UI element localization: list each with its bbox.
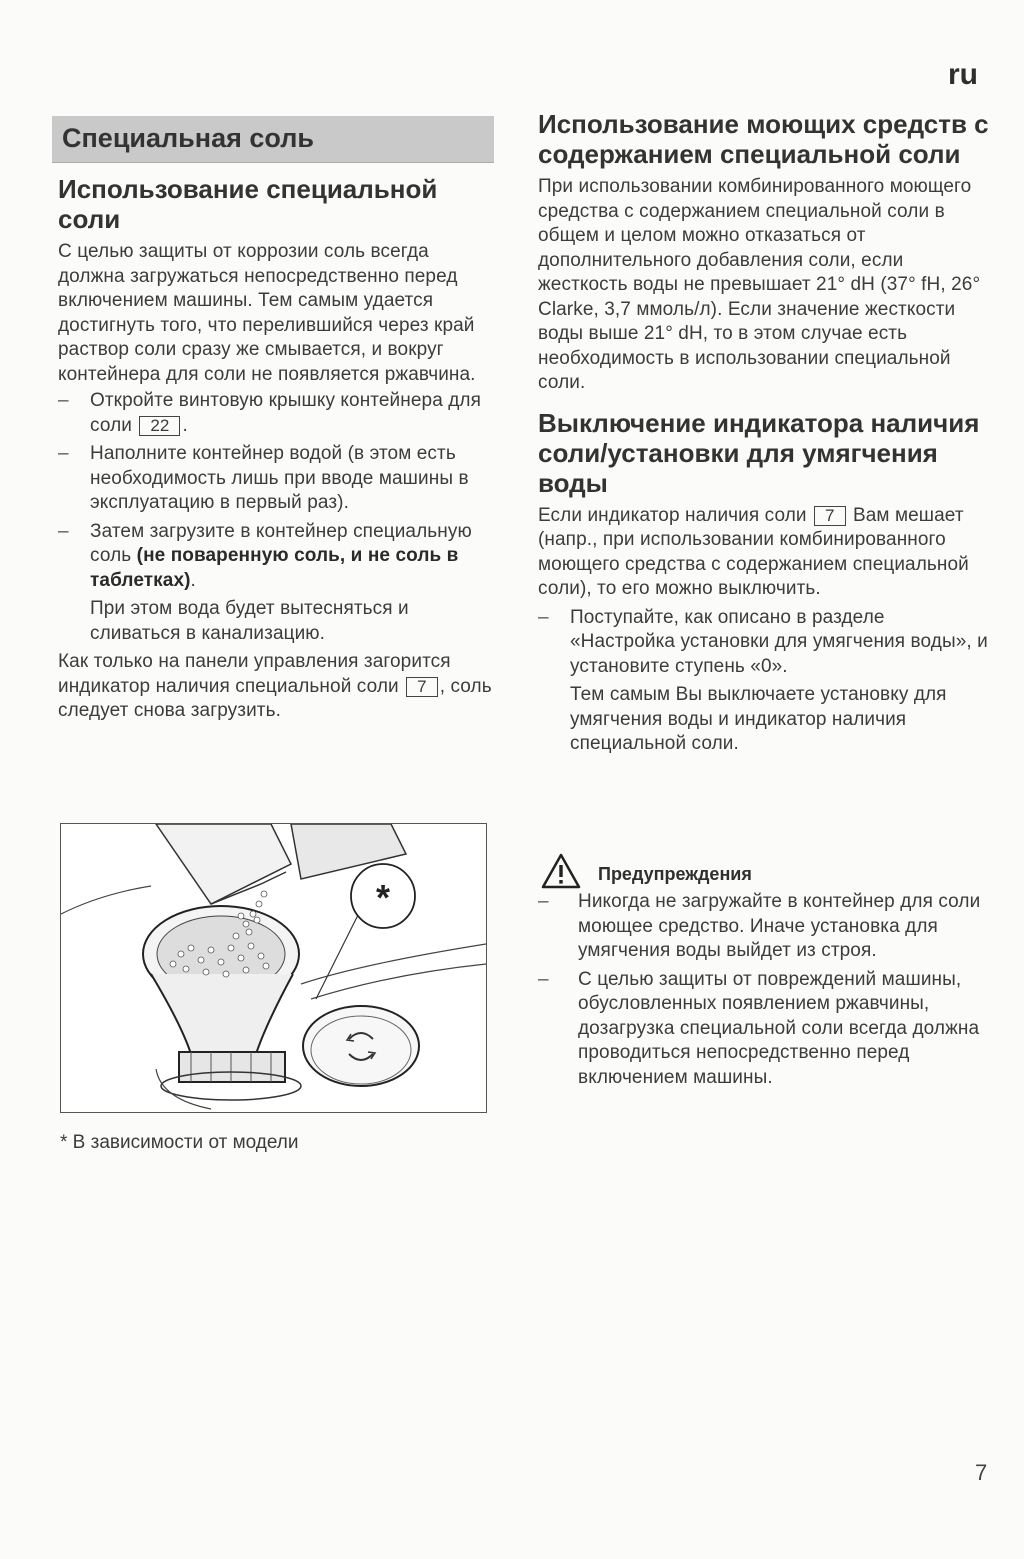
reference-box-7: 7 — [406, 677, 438, 697]
disable-indicator-tail: Вам мешает (напр., при использовании комбинированного моющего средства с содержанием специальной соли), то его можно выключить. — [538, 504, 969, 599]
heading-combined-detergents: Использование моющих средств с содержанием специальной соли — [538, 109, 989, 169]
warning-triangle-icon — [540, 852, 582, 890]
figure-star-label: * — [375, 877, 391, 918]
language-code: ru — [948, 58, 978, 91]
step-open-lid-text: Откройте винтовую крышку контейнера для соли — [90, 390, 482, 436]
figure-caption: * В зависимости от модели — [60, 1132, 299, 1153]
disable-indicator-text: Если индикатор наличия соли — [538, 504, 807, 526]
step-load-salt-note: При этом вода будет вытесняться и сливаться в канализацию. — [90, 598, 409, 644]
step-load-salt-text: Затем загрузите в контейнер специальную соль — [90, 520, 472, 566]
warning-item-detergent: – Никогда не загружайте в контейнер для соли моющее средство. Иначе установка для умягчения воды выйдет из строя. — [538, 890, 988, 964]
section-title-bar — [52, 116, 494, 163]
step-set-level-zero-note: Тем самым Вы выключаете установку для умягчения воды и индикатор наличия специальной соли. — [570, 684, 947, 754]
warnings-header — [540, 852, 840, 892]
illustration-svg — [61, 824, 486, 1112]
warning-item-rust: – С целью защиты от повреждений машины, обусловленных появлением ржавчины, дозагрузка специальной соли всегда должна проводиться непосредственно перед включением машины. — [538, 968, 988, 1091]
left-column — [58, 174, 498, 724]
heading-use-salt: Использование специальной соли — [58, 174, 438, 234]
salt-container-illustration — [60, 823, 487, 1113]
step-fill-water: – Наполните контейнер водой (в этом есть необходимость лишь при вводе машины в эксплуатацию в первый раз). — [58, 442, 498, 516]
warnings-list — [538, 890, 988, 1090]
warnings-title: Предупреждения — [598, 864, 752, 884]
page-number: 7 — [975, 1460, 988, 1485]
refill-paragraph — [58, 650, 498, 724]
refill-tail: , соль следует снова загрузить. — [58, 675, 492, 721]
heading-disable-indicator: Выключение индикатора наличия соли/установки для умягчения воды — [538, 407, 980, 498]
refill-text: Как только на панели управления загорится индикатор наличия специальной соли — [58, 651, 451, 697]
intro-paragraph: С целью защиты от коррозии соль всегда должна загружаться непосредственно перед включением машины. Тем самым удается достигнуть того, что перелившийся через край раствор соли сразу же смывается, и вокруг контейнера для соли не появляется ржавчина. — [58, 241, 476, 385]
combined-detergents-paragraph: При использовании комбинированного моющего средства с содержанием специальной соли в общем и целом можно отказаться от дополнительного добавления соли, если жесткость воды не превышает 21° dH (37° fH, 26° Clarke, 3,7 ммоль/л). Если значение жесткости воды выше 21° dH, то в этом случае есть необходимость в использовании специальной соли. — [538, 176, 981, 393]
step-set-level-zero: – Поступайте, как описано в разделе «Настройка установки для умягчения воды», и установите ступень «0». — [538, 606, 990, 680]
step-open-lid: – Откройте винтовую крышку контейнера для соли 22 . — [58, 389, 498, 438]
reference-box-7-right: 7 — [814, 506, 846, 526]
step-load-salt: – Затем загрузите в контейнер специальную соль (не поваренную соль, и не соль в таблетках). — [58, 520, 498, 594]
section-title: Специальная соль — [62, 123, 314, 153]
right-column — [538, 109, 990, 757]
disable-indicator-paragraph — [538, 504, 990, 602]
reference-box-22: 22 — [139, 416, 180, 436]
step-load-salt-warning: (не поваренную соль, и не соль в таблетках) — [90, 545, 459, 591]
